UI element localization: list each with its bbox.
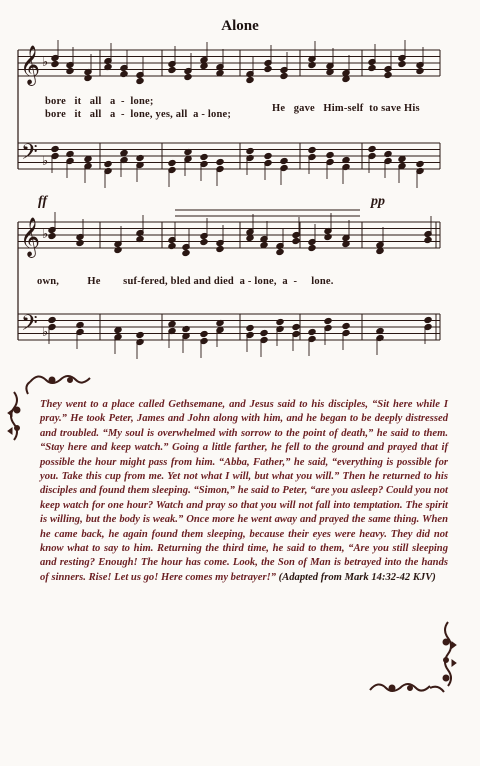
lyric-refrain: He gave Him-self to save His xyxy=(272,103,420,114)
lyric-verse-2: bore it all a - lone, yes, all a - lone; xyxy=(45,109,232,120)
treble-clef-icon: 𝄞 xyxy=(20,217,41,257)
flat-icon: ♭ xyxy=(42,54,49,69)
ornament-bottom-right-icon xyxy=(370,622,456,692)
dynamic-pianissimo: pp xyxy=(371,194,385,209)
flat-icon: ♭ xyxy=(42,324,49,339)
lyric-line-3: own, He suf-fered, bled and died a - lone, a - lone. xyxy=(37,276,334,287)
treble-clef-icon: 𝄞 xyxy=(20,45,41,85)
passage-text: They went to a place called Gethsemane, and Jesus said to his disciples, “Sit here while I pray.” He took Peter, James and John along with him, and he began to be deeply distressed and troubled. “My soul is overwhelmed with sorrow to the point of death,” he said to them. “Stay here and keep watch.” Going a little farther, he fell to the ground and prayed that if possible the hour might pass from him. “Abba, Father,” he said, “everything is possible for you. Take this cup from me. Yet not what I will, but what you will.” Then he returned to his disciples and found them sleeping. “Simon,” he said to Peter, “are you asleep? Could you not keep watch for one hour? Watch and pray so that you will not fall into temptation. The spirit is willing, but the body is weak.” Once more he went away and prayed the same thing. When he came back, he again found them sleeping, because their eyes were heavy. They did not know what to say to him. Returning the third time, he said to them, “Are you still sleeping and resting? Enough! The hour has come. Look, the Son of Man is betrayed into the hands of sinners. Rise! Let us go! Here comes my betrayer!” xyxy=(40,399,448,583)
flat-icon: ♭ xyxy=(42,153,49,168)
hymn-title: Alone xyxy=(221,18,259,34)
scripture-passage xyxy=(40,398,448,585)
passage-citation: (Adapted from Mark 14:32-42 KJV) xyxy=(278,571,436,583)
dynamic-fortissimo: ff xyxy=(38,194,48,209)
bass-clef-icon: 𝄢 xyxy=(21,140,38,170)
flat-icon: ♭ xyxy=(42,226,49,241)
bass-clef-icon: 𝄢 xyxy=(21,311,38,341)
lyric-verse-1: bore it all a - lone; xyxy=(45,96,154,107)
